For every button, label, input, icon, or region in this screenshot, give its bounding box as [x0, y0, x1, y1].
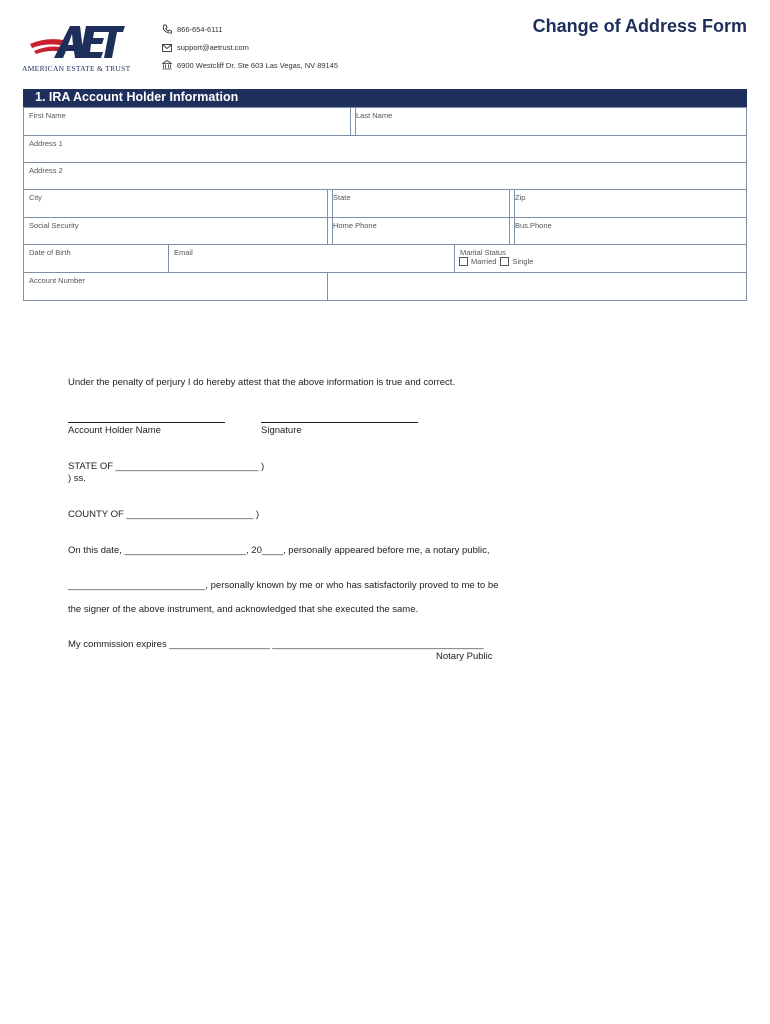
email-label: Email: [174, 248, 193, 257]
address2-label: Address 2: [29, 166, 63, 175]
social-security-label: Social Security: [29, 221, 79, 230]
married-label: Married: [471, 257, 497, 266]
dob-label: Date of Birth: [29, 248, 71, 257]
contact-email: [162, 43, 249, 52]
state-of-line: STATE OF ___________________________ ): [68, 461, 265, 472]
attestation-statement: Under the penalty of perjury I do hereby attest that the above information is true and correct.: [68, 377, 456, 388]
notary-public-label: Notary Public: [436, 651, 493, 662]
state-label: State: [333, 193, 351, 202]
bus-phone-label: Bus.Phone: [515, 221, 552, 230]
city-label: City: [29, 193, 42, 202]
zip-label: Zip: [515, 193, 526, 202]
account-holder-name-label: Account Holder Name: [68, 425, 161, 436]
marital-status-field: [454, 244, 747, 273]
address1-field[interactable]: [23, 135, 747, 163]
aet-logo-icon: [28, 22, 126, 62]
section-title: 1. IRA Account Holder Information: [35, 90, 239, 104]
mail-icon: [162, 44, 172, 52]
home-phone-label: Home Phone: [333, 221, 377, 230]
bank-icon: [162, 60, 172, 70]
personally-known-line: __________________________, personally known by me or who has satisfactorily proved to me to be: [68, 580, 499, 591]
marital-status-label: Marital Status: [460, 248, 506, 257]
signature-label: Signature: [261, 425, 302, 436]
contact-address: [162, 60, 338, 70]
ss-line: ) ss.: [68, 473, 86, 484]
account-number-label: Account Number: [29, 276, 85, 285]
zip-field[interactable]: [509, 189, 747, 218]
signer-acknowledgement-line: the signer of the above instrument, and acknowledged that she executed the same.: [68, 604, 419, 615]
last-name-label: Last Name: [356, 111, 393, 120]
married-checkbox[interactable]: [459, 257, 468, 266]
signature-line[interactable]: [261, 422, 418, 423]
account-holder-name-line[interactable]: [68, 422, 225, 423]
email-field[interactable]: [168, 244, 455, 273]
company-logo: [22, 22, 130, 74]
first-name-label: First Name: [29, 111, 66, 120]
phone-number: 866-654-6111: [177, 24, 223, 34]
first-name-field[interactable]: [23, 107, 356, 136]
home-phone-field[interactable]: [327, 217, 515, 245]
state-field[interactable]: [327, 189, 515, 218]
address1-label: Address 1: [29, 139, 63, 148]
account-holder-grid: [23, 107, 747, 301]
single-label: Single: [512, 257, 534, 266]
bus-phone-field[interactable]: [509, 217, 747, 245]
last-name-field[interactable]: [350, 107, 747, 136]
single-checkbox[interactable]: [500, 257, 509, 266]
notary-date-line: On this date, _______________________, 20____, personally appeared before me, a notary public,: [68, 545, 490, 556]
address2-field[interactable]: [23, 162, 747, 190]
account-number-field[interactable]: [23, 272, 328, 301]
form-title: Change of Address Form: [532, 16, 747, 36]
commission-expires-line: My commission expires ___________________ ________________________________________: [68, 639, 484, 650]
city-field[interactable]: [23, 189, 333, 218]
dob-field[interactable]: [23, 244, 169, 273]
social-security-field[interactable]: [23, 217, 333, 245]
email-address: support@aetrust.com: [177, 43, 249, 52]
phone-icon: [162, 24, 172, 34]
logo-text: AMERICAN ESTATE & TRUST: [22, 64, 131, 73]
street-address: 6900 Westcliff Dr. Ste 603 Las Vegas, NV 89145: [177, 60, 339, 70]
section-header: [23, 89, 747, 107]
marital-status-options: [459, 257, 533, 266]
county-of-line: COUNTY OF ________________________ ): [68, 509, 260, 520]
account-number-value-field[interactable]: [327, 272, 747, 301]
contact-phone: [162, 24, 223, 34]
